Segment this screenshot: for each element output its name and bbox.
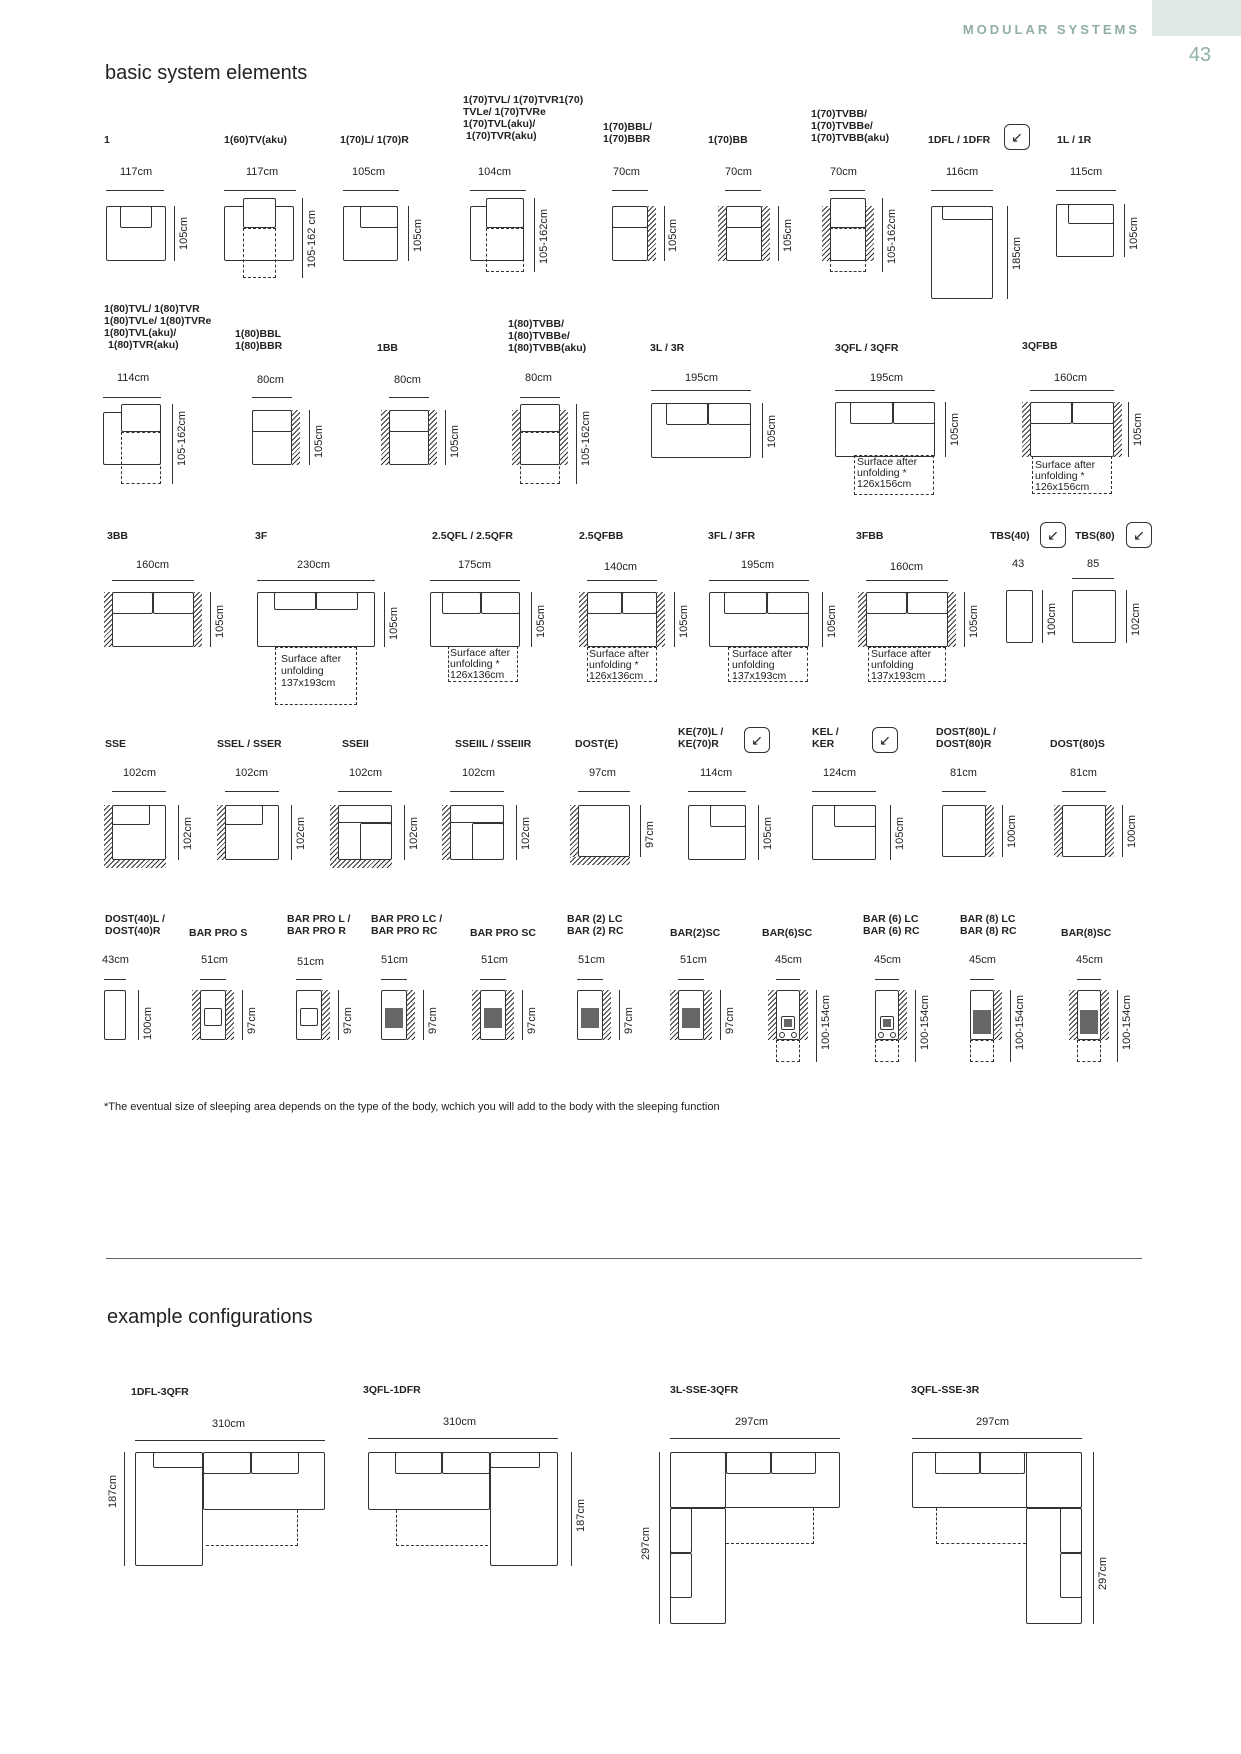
width-dim: 140cm — [604, 561, 638, 573]
height-dim: 100-154cm — [919, 994, 931, 1050]
height-dim: 105cm — [968, 604, 980, 638]
width-dim: 160cm — [136, 559, 170, 571]
section-header: MODULAR SYSTEMS — [962, 22, 1140, 37]
height-dim: 105cm — [826, 604, 838, 638]
width-dim: 70cm — [725, 166, 752, 178]
config-1dfl-3qfr — [135, 1452, 203, 1566]
width-dim: 81cm — [950, 767, 977, 779]
height-dim: 102cm — [408, 816, 420, 850]
height-dim: 100-154cm — [1014, 994, 1026, 1050]
height-dim: 105cm — [894, 816, 906, 850]
surface-note: unfolding — [281, 665, 324, 677]
surface-note: Surface after — [871, 648, 932, 660]
width-dim: 195cm — [741, 559, 775, 571]
element-label: BAR(8)SC — [1061, 927, 1112, 939]
element-label: DOST(40)R — [105, 925, 161, 937]
element-label: 1BB — [377, 342, 399, 354]
element-label: BAR (2) LC — [567, 913, 623, 925]
element-label: 1(70)TVL(aku)/ — [463, 118, 536, 130]
module-dost80l — [942, 805, 986, 857]
surface-note: 126x156cm — [857, 478, 912, 490]
width-dim: 45cm — [1076, 954, 1103, 966]
surface-note: Surface after — [589, 648, 650, 660]
width-dim: 114cm — [700, 767, 733, 779]
element-label: BAR (8) RC — [960, 925, 1017, 937]
element-label: 1(70)BBL/ — [603, 121, 653, 133]
element-label: 1(70)TVR(aku) — [466, 130, 537, 142]
footnote: *The eventual size of sleeping area depends on the type of the body, wchich you will add to the body with the sleeping function — [104, 1101, 720, 1113]
element-label: 1(70)BB — [708, 134, 748, 146]
width-dim: 310cm — [212, 1418, 246, 1430]
width-dim: 116cm — [946, 166, 979, 178]
element-label: SSEL / SSER — [217, 738, 282, 750]
width-dim: 51cm — [297, 956, 324, 968]
height-dim: 100cm — [1046, 602, 1058, 636]
element-label: BAR PRO R — [287, 925, 346, 937]
bed-corner-icon: ↙ — [1004, 124, 1030, 150]
element-label: BAR PRO RC — [371, 925, 438, 937]
bed-corner-icon: ↙ — [1040, 522, 1066, 548]
height-dim: 100cm — [142, 1006, 154, 1040]
element-label: BAR PRO L / — [287, 913, 351, 925]
element-label: 1(80)TVLe/ 1(80)TVRe — [104, 315, 212, 327]
element-label: 3BB — [107, 530, 129, 542]
width-dim: 175cm — [458, 559, 492, 571]
surface-note: 126x136cm — [450, 669, 505, 681]
element-label: 2.5QFBB — [579, 530, 624, 542]
config-label: 1DFL-3QFR — [131, 1386, 189, 1398]
bed-corner-icon: ↙ — [744, 727, 770, 753]
element-label: SSE — [105, 738, 127, 750]
element-label: 1 — [104, 134, 110, 146]
width-dim: 102cm — [123, 767, 157, 779]
width-dim: 70cm — [830, 166, 857, 178]
surface-note: Surface after — [450, 647, 511, 659]
element-label: KER — [812, 738, 835, 750]
element-label: 3L / 3R — [650, 342, 685, 354]
width-dim: 195cm — [685, 372, 719, 384]
height-dim: 97cm — [427, 1007, 439, 1034]
width-dim: 297cm — [735, 1416, 769, 1428]
width-dim: 105cm — [352, 166, 386, 178]
element-label: 1(80)TVL/ 1(80)TVR — [104, 303, 200, 315]
height-dim: 105cm — [388, 606, 400, 640]
height-dim: 97cm — [724, 1007, 736, 1034]
width-dim: 102cm — [349, 767, 383, 779]
width-dim: 45cm — [775, 954, 802, 966]
surface-note: 126x156cm — [1035, 481, 1090, 493]
width-dim: 51cm — [381, 954, 408, 966]
page-number: 43 — [1188, 44, 1212, 66]
element-label: TBS(80) — [1075, 530, 1115, 542]
element-label: BAR(6)SC — [762, 927, 813, 939]
element-label: 1(80)TVBBe/ — [508, 330, 570, 342]
surface-note: Surface after — [1035, 459, 1096, 471]
element-label: BAR PRO LC / — [371, 913, 443, 925]
module-tbs40 — [1006, 590, 1033, 643]
surface-note: unfolding * — [589, 659, 639, 671]
module-dost80s — [1062, 805, 1106, 857]
height-dim: 100cm — [1006, 814, 1018, 848]
element-label: BAR (8) LC — [960, 913, 1016, 925]
element-label: KE(70)R — [678, 738, 719, 750]
height-dim: 102cm — [1130, 602, 1142, 636]
section-divider — [106, 1258, 1142, 1259]
height-dim: 102cm — [182, 816, 194, 850]
width-dim: 117cm — [120, 166, 153, 178]
element-label: BAR(2)SC — [670, 927, 721, 939]
height-dim: 97cm — [342, 1007, 354, 1034]
config-label: 3L-SSE-3QFR — [670, 1384, 739, 1396]
element-label: KEL / — [812, 726, 839, 738]
height-dim: 105cm — [412, 218, 424, 252]
height-dim: 105cm — [214, 604, 226, 638]
element-label: 1(60)TV(aku) — [224, 134, 288, 146]
element-label: DOST(80)L / — [936, 726, 996, 738]
height-dim: 97cm — [623, 1007, 635, 1034]
surface-note: unfolding * — [1035, 470, 1085, 482]
width-dim: 297cm — [976, 1416, 1010, 1428]
element-label: 1(80)BBL — [235, 328, 282, 340]
element-label: 1(80)BBR — [235, 340, 283, 352]
element-label: 1(80)TVBB(aku) — [508, 342, 587, 354]
config-label: 3QFL-1DFR — [363, 1384, 421, 1396]
element-label: 3FBB — [856, 530, 884, 542]
height-dim: 185cm — [1011, 236, 1023, 270]
height-dim: 297cm — [1097, 1556, 1109, 1590]
width-dim: 195cm — [870, 372, 904, 384]
height-dim: 105cm — [535, 604, 547, 638]
element-label: 1(70)TVBB(aku) — [811, 132, 890, 144]
element-label: TBS(40) — [990, 530, 1030, 542]
width-dim: 51cm — [201, 954, 228, 966]
surface-note: Surface after — [857, 456, 918, 468]
element-label: 1(70)L/ 1(70)R — [340, 134, 409, 146]
surface-note: unfolding — [732, 659, 775, 671]
element-label: 3F — [255, 530, 268, 542]
element-label: 1(70)BBR — [603, 133, 651, 145]
element-label: DOST(80)R — [936, 738, 992, 750]
height-dim: 105cm — [1132, 412, 1144, 446]
height-dim: 105cm — [782, 218, 794, 252]
surface-note: unfolding * — [857, 467, 907, 479]
element-label: SSEII — [342, 738, 369, 750]
element-label: 1(70)TVL/ 1(70)TVR1(70) — [463, 94, 584, 106]
height-dim: 187cm — [575, 1498, 587, 1532]
bed-corner-icon: ↙ — [872, 727, 898, 753]
height-dim: 97cm — [526, 1007, 538, 1034]
surface-note: 137x193cm — [871, 670, 926, 682]
height-dim: 297cm — [640, 1526, 652, 1560]
element-label: BAR (6) LC — [863, 913, 919, 925]
width-dim: 51cm — [481, 954, 508, 966]
height-dim: 187cm — [107, 1474, 119, 1508]
height-dim: 105cm — [766, 414, 778, 448]
element-label: BAR (2) RC — [567, 925, 624, 937]
module-tbs80 — [1072, 590, 1116, 643]
height-dim: 100-154cm — [1121, 994, 1133, 1050]
element-label: BAR (6) RC — [863, 925, 920, 937]
element-label: 3QFBB — [1022, 340, 1058, 352]
width-dim: 51cm — [578, 954, 605, 966]
surface-note: unfolding — [871, 659, 914, 671]
height-dim: 105cm — [949, 412, 961, 446]
width-dim: 160cm — [890, 561, 924, 573]
height-dim: 97cm — [246, 1007, 258, 1034]
width-dim: 230cm — [297, 559, 331, 571]
element-label: DOST(E) — [575, 738, 619, 750]
height-dim: 105cm — [313, 424, 325, 458]
height-dim: 100cm — [1126, 814, 1138, 848]
width-dim: 115cm — [1070, 166, 1103, 178]
width-dim: 80cm — [525, 372, 552, 384]
examples-title: example configurations — [107, 1306, 313, 1328]
width-dim: 104cm — [478, 166, 512, 178]
element-label: BAR PRO SC — [470, 927, 536, 939]
height-dim: 105-162cm — [580, 410, 592, 466]
element-label: 1(80)TVL(aku)/ — [104, 327, 177, 339]
header-band — [1152, 0, 1241, 36]
surface-note: unfolding * — [450, 658, 500, 670]
width-dim: 102cm — [462, 767, 496, 779]
config-label: 3QFL-SSE-3R — [911, 1384, 980, 1396]
width-dim: 70cm — [613, 166, 640, 178]
element-label: 1(70)TVBBe/ — [811, 120, 873, 132]
height-dim: 105-162 cm — [306, 209, 318, 268]
width-dim: 102cm — [235, 767, 269, 779]
width-dim: 51cm — [680, 954, 707, 966]
element-label: 3QFL / 3QFR — [835, 342, 899, 354]
element-label: 1(80)TVR(aku) — [108, 339, 179, 351]
width-dim: 310cm — [443, 1416, 477, 1428]
element-label: 1(70)TVBB/ — [811, 108, 868, 120]
width-dim: 80cm — [257, 374, 284, 386]
width-dim: 80cm — [394, 374, 421, 386]
element-label: KE(70)L / — [678, 726, 724, 738]
height-dim: 105cm — [667, 218, 679, 252]
width-dim: 43cm — [102, 954, 129, 966]
width-dim: 45cm — [969, 954, 996, 966]
width-dim: 124cm — [823, 767, 857, 779]
basic-elements-title: basic system elements — [105, 62, 308, 84]
width-dim: 114cm — [117, 372, 150, 384]
element-label: BAR PRO S — [189, 927, 248, 939]
width-dim: 43 — [1012, 558, 1025, 570]
surface-note: Surface after — [732, 648, 793, 660]
surface-note: 137x193cm — [281, 677, 336, 689]
element-label: DOST(80)S — [1050, 738, 1105, 750]
height-dim: 100-154cm — [820, 994, 832, 1050]
element-label: DOST(40)L / — [105, 913, 165, 925]
height-dim: 97cm — [644, 821, 656, 848]
bed-corner-icon: ↙ — [1126, 522, 1152, 548]
height-dim: 105cm — [762, 816, 774, 850]
surface-note: Surface after — [281, 653, 342, 665]
element-label: 3FL / 3FR — [708, 530, 756, 542]
width-dim: 45cm — [874, 954, 901, 966]
height-dim: 105-162cm — [886, 208, 898, 264]
surface-note: 126x136cm — [589, 670, 644, 682]
height-dim: 105cm — [178, 216, 190, 250]
width-dim: 160cm — [1054, 372, 1088, 384]
module-doste — [578, 805, 630, 857]
element-label: TVLe/ 1(70)TVRe — [463, 106, 546, 118]
element-label: 1L / 1R — [1057, 134, 1092, 146]
height-dim: 102cm — [295, 816, 307, 850]
height-dim: 105cm — [449, 424, 461, 458]
element-label: 2.5QFL / 2.5QFR — [432, 530, 513, 542]
width-dim: 85 — [1087, 558, 1100, 570]
height-dim: 105-162cm — [538, 208, 550, 264]
height-dim: 105cm — [1128, 216, 1140, 250]
width-dim: 81cm — [1070, 767, 1097, 779]
surface-note: 137x193cm — [732, 670, 787, 682]
module-dost40l — [104, 990, 126, 1040]
element-label: 1DFL / 1DFR — [928, 134, 991, 146]
height-dim: 105-162cm — [176, 410, 188, 466]
width-dim: 97cm — [589, 767, 616, 779]
height-dim: 105cm — [678, 604, 690, 638]
width-dim: 117cm — [246, 166, 279, 178]
element-label: 1(80)TVBB/ — [508, 318, 565, 330]
element-label: SSEIIL / SSEIIR — [455, 738, 532, 750]
height-dim: 102cm — [520, 816, 532, 850]
